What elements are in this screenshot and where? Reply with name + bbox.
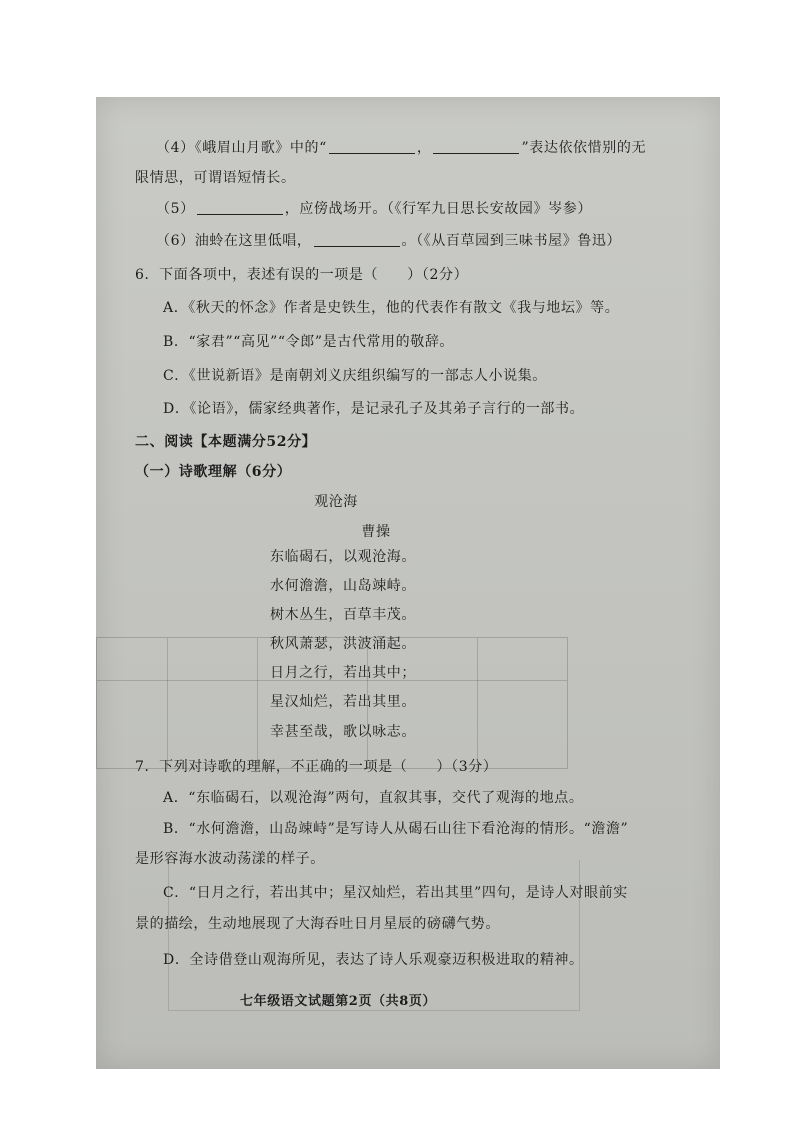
answer-blank[interactable] [433,139,519,154]
section-title: 二、阅读【本题满分52分】 [135,434,317,450]
q7-option-c-cont: 景的描绘，生动地展现了大海吞吐日月星辰的磅礴气势。 [135,916,500,932]
q7-stem: 7．下列对诗歌的理解，不正确的一项是（ ）（3分） [135,759,498,775]
q5-item-4: （4）《峨眉山月歌》中的“ ， ”表达依依惜别的无 [156,140,647,156]
poem-author: 曹操 [361,524,391,540]
q6-option-b: B．“家君”“高见”“令郎”是古代常用的敬辞。 [163,334,455,350]
q6-option-d: D．《论语》，儒家经典著作，是记录孔子及其弟子言行的一部书。 [163,401,585,417]
poem-line: 幸甚至哉，歌以咏志。 [270,724,416,740]
poem-line: 日月之行，若出其中； [270,665,416,681]
q5-item-6: （6）油蛉在这里低唱， 。（《从百草园到三味书屋》鲁迅） [156,233,622,249]
poem-line: 秋风萧瑟，洪波涌起。 [270,636,416,652]
poem-line: 水何澹澹，山岛竦峙。 [270,578,416,594]
poem-line: 星汉灿烂，若出其里。 [270,694,416,710]
q7-option-b: B．“水何澹澹，山岛竦峙”是写诗人从碣石山往下看沧海的情形。“澹澹” [163,821,629,837]
q5-item-4-cont: 限情思，可谓语短情长。 [135,170,296,186]
q7-option-d: D．全诗借登山观海所见，表达了诗人乐观豪迈积极进取的精神。 [163,952,584,968]
q6-stem: 6．下面各项中，表述有误的一项是（ ）（2分） [135,267,469,283]
q5-item-5: （5） ，应傍战场开。（《行军九日思长安故园》岑参） [156,201,592,217]
q6-option-a: A．《秋天的怀念》作者是史铁生，他的代表作有散文《我与地坛》等。 [163,300,620,316]
page-footer: 七年级语文试题第2页（共8页） [240,994,437,1009]
q7-option-a: A．“东临碣石，以观沧海”两句，直叙其事，交代了观海的地点。 [163,790,584,806]
answer-blank[interactable] [329,139,415,154]
section-subtitle: （一）诗歌理解（6分） [135,464,292,480]
poem-line: 树木丛生，百草丰茂。 [270,607,416,623]
q6-option-c: C．《世说新语》是南朝刘义庆组织编写的一部志人小说集。 [163,368,547,384]
poem-title: 观沧海 [314,494,358,510]
poem-line: 东临碣石，以观沧海。 [270,549,416,565]
q7-option-b-cont: 是形容海水波动荡漾的样子。 [135,851,325,867]
answer-blank[interactable] [314,232,400,247]
answer-blank[interactable] [197,200,283,215]
q7-option-c: C．“日月之行，若出其中；星汉灿烂，若出其里”四句，是诗人对眼前实 [163,885,628,901]
